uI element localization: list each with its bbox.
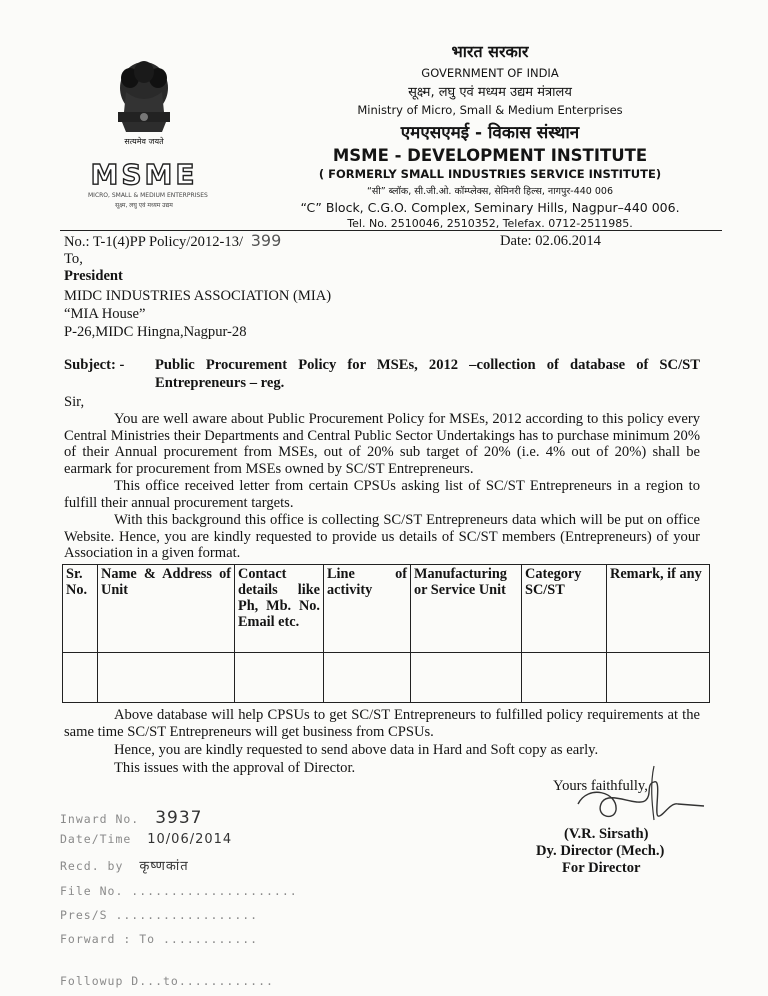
ref-number-text: No.: T-1(4)PP Policy/2012-13/ <box>64 234 244 250</box>
column-header: Sr. No. <box>63 565 98 653</box>
column-header: Name & Address of Unit <box>98 565 235 653</box>
table-cell <box>411 653 522 703</box>
table-row <box>63 653 710 703</box>
msme-logo <box>88 158 208 220</box>
paragraph-3: With this background this office is collecting SC/ST Entrepreneurs data which will be put on office Website. Hence, you are kindly requested to provide us details of SC/ST members (Entrepreneurs) of your Association in a given format. <box>64 512 700 561</box>
header-divider <box>60 230 722 231</box>
ref-number <box>64 233 281 251</box>
header-government-of-india: GOVERNMENT OF INDIA <box>421 66 559 80</box>
stamp-recd-value: कृष्णकांत <box>139 859 189 874</box>
header-ministry-english: Ministry of Micro, Small & Medium Enterprises <box>357 103 623 117</box>
subject-label: Subject: - <box>64 357 125 373</box>
recipient-organization: MIDC INDUSTRIES ASSOCIATION (MIA) <box>64 288 332 304</box>
column-header: Manufacturing or Service Unit <box>411 565 522 653</box>
logo-subtitle-hi: सूक्ष्म, लघु एवं मध्यम उद्यम <box>115 202 173 209</box>
table-cell <box>98 653 235 703</box>
table-cell <box>522 653 607 703</box>
closing: Yours faithfully, <box>553 778 648 794</box>
header-phone: Tel. No. 2510046, 2510352, Telefax. 0712-2511985. <box>347 217 633 230</box>
emblem-motto: सत्यमेव जयते <box>124 137 164 146</box>
paragraph-2: This office received letter from certain CPSUs asking list of SC/ST Entrepreneurs in a region to fulfill their annual procurement targets. <box>64 478 700 511</box>
stamp-date-value: 10/06/2014 <box>147 832 233 847</box>
logo-wordmark: MSME <box>88 160 200 190</box>
signature-scrawl-icon <box>558 764 708 834</box>
header-hindi-government: भारत सरकार <box>451 42 529 61</box>
header-ministry-hindi: सूक्ष्म, लघु एवं मध्यम उद्यम मंत्रालय <box>408 85 572 100</box>
salutation: Sir, <box>64 394 85 410</box>
paragraph-4: Above database will help CPSUs to get SC/ST Entrepreneurs to fulfilled policy requirements at the same time SC/ST Entrepreneurs will get business from CPSUs. <box>64 707 700 740</box>
header-address-english: “C” Block, C.G.O. Complex, Seminary Hills, Nagpur–440 006. <box>300 200 680 215</box>
stamp-forward: Forward : To ............ <box>60 932 259 946</box>
column-header: Line of activity <box>324 565 411 653</box>
paragraph-6: This issues with the approval of Director. <box>114 760 356 776</box>
stamp-pres: Pres/S .................. <box>60 908 259 922</box>
state-emblem <box>108 58 180 162</box>
column-header: Category SC/ST <box>522 565 607 653</box>
table-cell <box>235 653 324 703</box>
ref-number-handwritten: 399 <box>250 231 282 250</box>
subject-line-1: Public Procurement Policy for MSEs, 2012 –collection of database of SC/ST <box>155 357 700 373</box>
stamp-date-label: Date/Time <box>60 832 132 846</box>
stamp-followup: Followup D...to............ <box>60 974 274 988</box>
table-cell <box>607 653 710 703</box>
column-header: Remark, if any <box>607 565 710 653</box>
logo-subtitle-en: MICRO, SMALL & MEDIUM ENTERPRISES <box>88 192 208 199</box>
stamp-file-no: File No. ..................... <box>60 884 298 898</box>
header-address-hindi: “सी” ब्लॉक, सी.जी.ओ. कॉम्प्लेक्स, सेमिनरी हिल्स, नागपुर-440 006 <box>366 186 614 197</box>
signatory-designation: Dy. Director (Mech.) <box>536 843 665 859</box>
paragraph-5: Hence, you are kindly requested to send above data in Hard and Soft copy as early. <box>114 742 599 758</box>
paragraph-1: You are well aware about Public Procurement Policy for MSEs, 2012 according to this policy every Central Ministries their Departments and Central Public Sector Undertakings has to purchase minimum 20% of their Annual procurement from MSEs, out of 20% sub target of 20% (i.e. 4% out of 20%) shall be earmark for procurement from MSEs owned by SC/ST Entrepreneurs. <box>64 411 700 477</box>
entrepreneur-data-format-table <box>62 564 710 703</box>
header-formerly: ( FORMERLY SMALL INDUSTRIES SERVICE INSTITUTE) <box>318 167 662 181</box>
inward-stamp <box>60 800 298 990</box>
table-cell <box>324 653 411 703</box>
stamp-received-by <box>60 856 189 874</box>
letter-date: Date: 02.06.2014 <box>500 233 601 249</box>
table-cell <box>63 653 98 703</box>
recipient-title: President <box>64 268 123 284</box>
signatory-for: For Director <box>562 860 641 876</box>
signatory-name: (V.R. Sirsath) <box>564 826 649 842</box>
recipient-to: To, <box>64 251 83 267</box>
table-header-row <box>63 565 710 653</box>
stamp-inward <box>60 808 202 828</box>
header-institute-name: MSME - DEVELOPMENT INSTITUTE <box>332 146 648 165</box>
recipient-house: “MIA House” <box>64 306 146 322</box>
stamp-recd-label: Recd. by <box>60 859 124 873</box>
column-header: Contact details like Ph, Mb. No. Email etc. <box>235 565 324 653</box>
subject-line-2: Entrepreneurs – reg. <box>155 375 285 391</box>
stamp-inward-label: Inward No. <box>60 812 140 826</box>
stamp-inward-value: 3937 <box>155 808 203 828</box>
stamp-date-time <box>60 832 232 847</box>
recipient-address: P-26,MIDC Hingna,Nagpur-28 <box>64 324 247 340</box>
header-msme-hindi: एमएसएमई - विकास संस्थान <box>400 123 580 143</box>
